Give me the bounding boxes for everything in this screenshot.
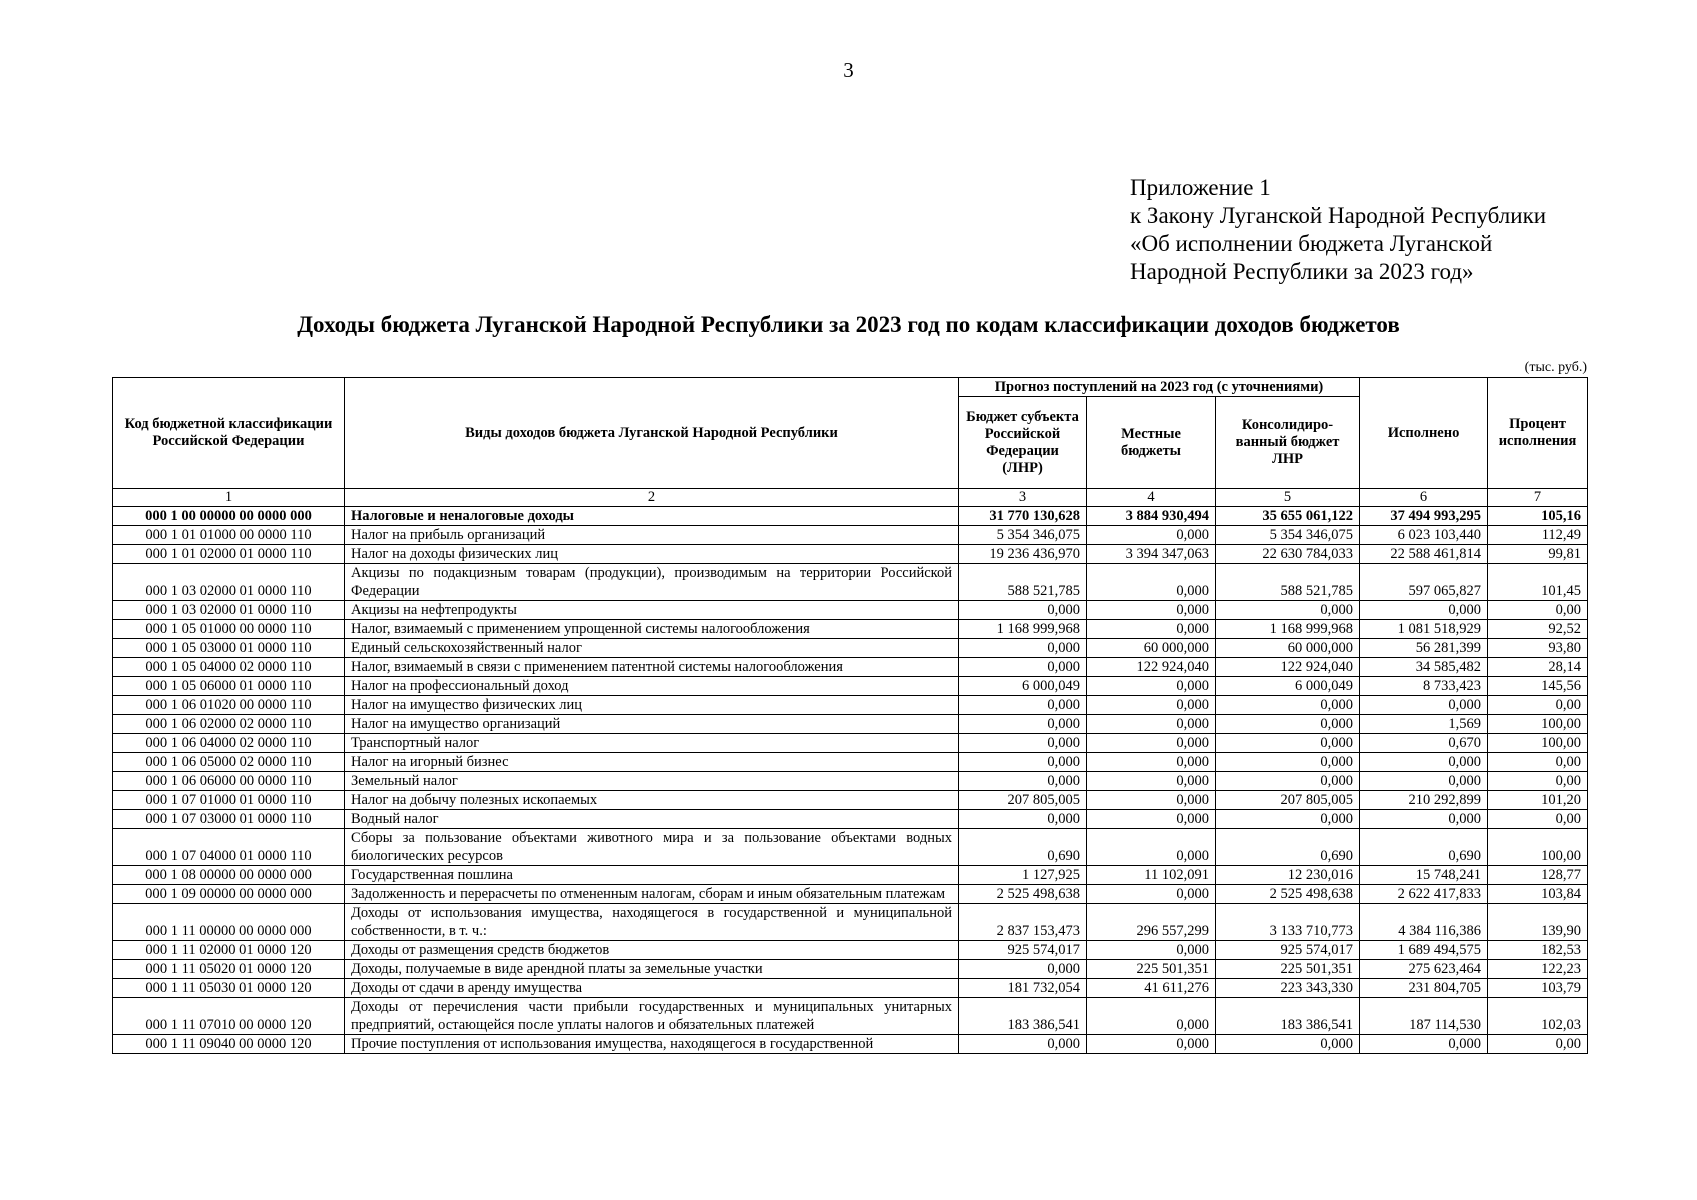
cell-executed: 597 065,827 xyxy=(1360,564,1488,601)
cell-income-type: Налог на имущество физических лиц xyxy=(345,696,959,715)
cell-executed: 231 804,705 xyxy=(1360,979,1488,998)
cell-local-budgets: 0,000 xyxy=(1087,601,1216,620)
cell-income-type: Налог на профессиональный доход xyxy=(345,677,959,696)
appendix-line: к Закону Луганской Народной Республики xyxy=(1130,203,1547,228)
cell-code: 000 1 01 01000 00 0000 110 xyxy=(113,526,345,545)
document-title: Доходы бюджета Луганской Народной Республики за 2023 год по кодам классификации доходов бюджетов xyxy=(297,312,1400,337)
cell-percent: 105,16 xyxy=(1488,507,1588,526)
cell-percent: 100,00 xyxy=(1488,715,1588,734)
cell-consolidated: 122 924,040 xyxy=(1216,658,1360,677)
cell-code: 000 1 03 02000 01 0000 110 xyxy=(113,564,345,601)
cell-consolidated: 5 354 346,075 xyxy=(1216,526,1360,545)
cell-subject-budget: 0,000 xyxy=(959,772,1087,791)
revenue-table xyxy=(112,377,1588,1054)
cell-executed: 1 081 518,929 xyxy=(1360,620,1488,639)
table-row xyxy=(113,904,1588,941)
table-row xyxy=(113,885,1588,904)
cell-consolidated: 0,690 xyxy=(1216,829,1360,866)
cell-consolidated: 588 521,785 xyxy=(1216,564,1360,601)
appendix-note xyxy=(1130,174,1546,286)
cell-percent: 0,00 xyxy=(1488,1035,1588,1054)
cell-subject-budget: 2 837 153,473 xyxy=(959,904,1087,941)
cell-local-budgets: 225 501,351 xyxy=(1087,960,1216,979)
cell-code: 000 1 06 05000 02 0000 110 xyxy=(113,753,345,772)
cell-subject-budget: 5 354 346,075 xyxy=(959,526,1087,545)
cell-local-budgets: 0,000 xyxy=(1087,791,1216,810)
cell-local-budgets: 0,000 xyxy=(1087,998,1216,1035)
cell-subject-budget: 0,690 xyxy=(959,829,1087,866)
cell-consolidated: 3 133 710,773 xyxy=(1216,904,1360,941)
cell-income-type: Доходы от использования имущества, находящегося в государственной и муниципальной собственности, в т. ч.: xyxy=(345,904,959,941)
cell-executed: 0,690 xyxy=(1360,829,1488,866)
header-forecast-group: Прогноз поступлений на 2023 год (с уточнениями) xyxy=(959,378,1360,397)
cell-subject-budget: 0,000 xyxy=(959,810,1087,829)
cell-percent: 128,77 xyxy=(1488,866,1588,885)
cell-code: 000 1 11 05030 01 0000 120 xyxy=(113,979,345,998)
cell-executed: 275 623,464 xyxy=(1360,960,1488,979)
cell-consolidated: 2 525 498,638 xyxy=(1216,885,1360,904)
table-row xyxy=(113,772,1588,791)
cell-income-type: Налог на доходы физических лиц xyxy=(345,545,959,564)
cell-consolidated: 0,000 xyxy=(1216,696,1360,715)
cell-local-budgets: 0,000 xyxy=(1087,620,1216,639)
cell-income-type: Задолженность и перерасчеты по отмененным налогам, сборам и иным обязательным платежам xyxy=(345,885,959,904)
cell-consolidated: 223 343,330 xyxy=(1216,979,1360,998)
cell-subject-budget: 2 525 498,638 xyxy=(959,885,1087,904)
cell-percent: 93,80 xyxy=(1488,639,1588,658)
appendix-line: Приложение 1 xyxy=(1130,175,1271,200)
column-number: 6 xyxy=(1360,489,1488,507)
cell-executed: 2 622 417,833 xyxy=(1360,885,1488,904)
cell-local-budgets: 0,000 xyxy=(1087,829,1216,866)
cell-local-budgets: 0,000 xyxy=(1087,677,1216,696)
cell-local-budgets: 0,000 xyxy=(1087,885,1216,904)
cell-subject-budget: 0,000 xyxy=(959,658,1087,677)
cell-local-budgets: 0,000 xyxy=(1087,753,1216,772)
cell-consolidated: 0,000 xyxy=(1216,734,1360,753)
cell-income-type: Доходы, получаемые в виде арендной платы за земельные участки xyxy=(345,960,959,979)
column-number: 7 xyxy=(1488,489,1588,507)
table-row xyxy=(113,715,1588,734)
header-name: Виды доходов бюджета Луганской Народной Республики xyxy=(345,378,959,489)
cell-executed: 1 689 494,575 xyxy=(1360,941,1488,960)
header-local-budgets: Местные бюджеты xyxy=(1087,397,1216,489)
cell-percent: 103,84 xyxy=(1488,885,1588,904)
cell-local-budgets: 3 394 347,063 xyxy=(1087,545,1216,564)
cell-percent: 92,52 xyxy=(1488,620,1588,639)
cell-income-type: Транспортный налог xyxy=(345,734,959,753)
cell-income-type: Налог на имущество организаций xyxy=(345,715,959,734)
cell-local-budgets: 0,000 xyxy=(1087,810,1216,829)
cell-code: 000 1 05 04000 02 0000 110 xyxy=(113,658,345,677)
cell-code: 000 1 11 05020 01 0000 120 xyxy=(113,960,345,979)
cell-executed: 56 281,399 xyxy=(1360,639,1488,658)
cell-subject-budget: 0,000 xyxy=(959,696,1087,715)
cell-subject-budget: 588 521,785 xyxy=(959,564,1087,601)
cell-subject-budget: 181 732,054 xyxy=(959,979,1087,998)
cell-percent: 182,53 xyxy=(1488,941,1588,960)
table-row xyxy=(113,1035,1588,1054)
cell-local-budgets: 0,000 xyxy=(1087,1035,1216,1054)
cell-percent: 28,14 xyxy=(1488,658,1588,677)
cell-income-type: Налог, взимаемый с применением упрощенной системы налогообложения xyxy=(345,620,959,639)
cell-income-type: Государственная пошлина xyxy=(345,866,959,885)
cell-consolidated: 0,000 xyxy=(1216,1035,1360,1054)
cell-income-type: Налог, взимаемый в связи с применением патентной системы налогообложения xyxy=(345,658,959,677)
cell-code: 000 1 06 01020 00 0000 110 xyxy=(113,696,345,715)
cell-subject-budget: 1 127,925 xyxy=(959,866,1087,885)
cell-subject-budget: 19 236 436,970 xyxy=(959,545,1087,564)
cell-executed: 0,000 xyxy=(1360,810,1488,829)
cell-income-type: Акцизы по подакцизным товарам (продукции), производимым на территории Российской Федерации xyxy=(345,564,959,601)
cell-code: 000 1 08 00000 00 0000 000 xyxy=(113,866,345,885)
cell-code: 000 1 06 06000 00 0000 110 xyxy=(113,772,345,791)
cell-local-budgets: 0,000 xyxy=(1087,696,1216,715)
cell-income-type: Налог на прибыль организаций xyxy=(345,526,959,545)
cell-income-type: Земельный налог xyxy=(345,772,959,791)
cell-income-type: Налог на добычу полезных ископаемых xyxy=(345,791,959,810)
header-code: Код бюджетной классификации Российской Федерации xyxy=(113,378,345,489)
cell-income-type: Налоговые и неналоговые доходы xyxy=(345,507,959,526)
cell-local-budgets: 41 611,276 xyxy=(1087,979,1216,998)
cell-executed: 22 588 461,814 xyxy=(1360,545,1488,564)
appendix-line: «Об исполнении бюджета Луганской xyxy=(1130,231,1493,256)
cell-consolidated: 225 501,351 xyxy=(1216,960,1360,979)
table-body xyxy=(113,507,1588,1054)
cell-code: 000 1 03 02000 01 0000 110 xyxy=(113,601,345,620)
cell-consolidated: 207 805,005 xyxy=(1216,791,1360,810)
cell-income-type: Сборы за пользование объектами животного мира и за пользование объектами водных биологических ресурсов xyxy=(345,829,959,866)
cell-executed: 34 585,482 xyxy=(1360,658,1488,677)
cell-income-type: Водный налог xyxy=(345,810,959,829)
appendix-line: Народной Республики за 2023 год» xyxy=(1130,259,1474,284)
cell-code: 000 1 05 06000 01 0000 110 xyxy=(113,677,345,696)
cell-consolidated: 925 574,017 xyxy=(1216,941,1360,960)
cell-consolidated: 0,000 xyxy=(1216,810,1360,829)
header-executed: Исполнено xyxy=(1360,378,1488,489)
cell-executed: 37 494 993,295 xyxy=(1360,507,1488,526)
cell-percent: 0,00 xyxy=(1488,772,1588,791)
table-row xyxy=(113,658,1588,677)
cell-local-budgets: 0,000 xyxy=(1087,734,1216,753)
cell-subject-budget: 0,000 xyxy=(959,734,1087,753)
cell-code: 000 1 06 04000 02 0000 110 xyxy=(113,734,345,753)
cell-local-budgets: 3 884 930,494 xyxy=(1087,507,1216,526)
cell-consolidated: 0,000 xyxy=(1216,715,1360,734)
cell-subject-budget: 0,000 xyxy=(959,960,1087,979)
cell-percent: 122,23 xyxy=(1488,960,1588,979)
cell-local-budgets: 60 000,000 xyxy=(1087,639,1216,658)
cell-percent: 0,00 xyxy=(1488,601,1588,620)
cell-executed: 4 384 116,386 xyxy=(1360,904,1488,941)
cell-consolidated: 12 230,016 xyxy=(1216,866,1360,885)
cell-subject-budget: 925 574,017 xyxy=(959,941,1087,960)
table-row xyxy=(113,941,1588,960)
cell-local-budgets: 11 102,091 xyxy=(1087,866,1216,885)
cell-executed: 1,569 xyxy=(1360,715,1488,734)
cell-subject-budget: 0,000 xyxy=(959,601,1087,620)
cell-income-type: Доходы от перечисления части прибыли государственных и муниципальных унитарных предприятий, остающейся после уплаты налогов и обязательных платежей xyxy=(345,998,959,1035)
cell-code: 000 1 00 00000 00 0000 000 xyxy=(113,507,345,526)
cell-subject-budget: 31 770 130,628 xyxy=(959,507,1087,526)
cell-code: 000 1 07 01000 01 0000 110 xyxy=(113,791,345,810)
table-row xyxy=(113,526,1588,545)
cell-percent: 139,90 xyxy=(1488,904,1588,941)
column-number: 5 xyxy=(1216,489,1360,507)
table-row xyxy=(113,677,1588,696)
cell-consolidated: 1 168 999,968 xyxy=(1216,620,1360,639)
cell-executed: 0,000 xyxy=(1360,601,1488,620)
cell-subject-budget: 183 386,541 xyxy=(959,998,1087,1035)
page-number: 3 xyxy=(843,58,854,82)
cell-local-budgets: 122 924,040 xyxy=(1087,658,1216,677)
cell-subject-budget: 207 805,005 xyxy=(959,791,1087,810)
cell-percent: 0,00 xyxy=(1488,696,1588,715)
cell-local-budgets: 0,000 xyxy=(1087,941,1216,960)
cell-code: 000 1 01 02000 01 0000 110 xyxy=(113,545,345,564)
units-label: (тыс. руб.) xyxy=(1524,360,1587,375)
cell-local-budgets: 296 557,299 xyxy=(1087,904,1216,941)
table-row xyxy=(113,507,1588,526)
cell-code: 000 1 06 02000 02 0000 110 xyxy=(113,715,345,734)
table-row xyxy=(113,979,1588,998)
header-percent: Процент исполнения xyxy=(1488,378,1588,489)
cell-executed: 0,000 xyxy=(1360,1035,1488,1054)
cell-subject-budget: 0,000 xyxy=(959,753,1087,772)
cell-code: 000 1 11 07010 00 0000 120 xyxy=(113,998,345,1035)
cell-executed: 210 292,899 xyxy=(1360,791,1488,810)
cell-consolidated: 6 000,049 xyxy=(1216,677,1360,696)
table-row xyxy=(113,866,1588,885)
cell-subject-budget: 1 168 999,968 xyxy=(959,620,1087,639)
cell-code: 000 1 09 00000 00 0000 000 xyxy=(113,885,345,904)
cell-code: 000 1 11 09040 00 0000 120 xyxy=(113,1035,345,1054)
cell-executed: 0,670 xyxy=(1360,734,1488,753)
cell-income-type: Акцизы на нефтепродукты xyxy=(345,601,959,620)
cell-code: 000 1 05 01000 00 0000 110 xyxy=(113,620,345,639)
cell-consolidated: 183 386,541 xyxy=(1216,998,1360,1035)
cell-percent: 100,00 xyxy=(1488,829,1588,866)
table-row xyxy=(113,998,1588,1035)
cell-consolidated: 35 655 061,122 xyxy=(1216,507,1360,526)
cell-percent: 0,00 xyxy=(1488,810,1588,829)
cell-subject-budget: 0,000 xyxy=(959,715,1087,734)
cell-consolidated: 60 000,000 xyxy=(1216,639,1360,658)
cell-executed: 6 023 103,440 xyxy=(1360,526,1488,545)
cell-percent: 101,45 xyxy=(1488,564,1588,601)
cell-code: 000 1 11 00000 00 0000 000 xyxy=(113,904,345,941)
cell-executed: 0,000 xyxy=(1360,696,1488,715)
cell-percent: 103,79 xyxy=(1488,979,1588,998)
cell-percent: 99,81 xyxy=(1488,545,1588,564)
table-row xyxy=(113,810,1588,829)
cell-executed: 0,000 xyxy=(1360,772,1488,791)
table-row xyxy=(113,545,1588,564)
cell-percent: 101,20 xyxy=(1488,791,1588,810)
table-row xyxy=(113,620,1588,639)
cell-code: 000 1 07 04000 01 0000 110 xyxy=(113,829,345,866)
cell-local-budgets: 0,000 xyxy=(1087,772,1216,791)
cell-local-budgets: 0,000 xyxy=(1087,564,1216,601)
cell-subject-budget: 0,000 xyxy=(959,1035,1087,1054)
cell-income-type: Единый сельскохозяйственный налог xyxy=(345,639,959,658)
cell-percent: 102,03 xyxy=(1488,998,1588,1035)
table-row xyxy=(113,564,1588,601)
header-subject-budget: Бюджет субъекта Российской Федерации (ЛНР) xyxy=(959,397,1087,489)
column-number: 3 xyxy=(959,489,1087,507)
header-consolidated: Консолидиро-ванный бюджет ЛНР xyxy=(1216,397,1360,489)
column-number: 4 xyxy=(1087,489,1216,507)
cell-income-type: Доходы от сдачи в аренду имущества xyxy=(345,979,959,998)
cell-percent: 112,49 xyxy=(1488,526,1588,545)
table-row xyxy=(113,696,1588,715)
table-row xyxy=(113,791,1588,810)
cell-subject-budget: 6 000,049 xyxy=(959,677,1087,696)
cell-consolidated: 22 630 784,033 xyxy=(1216,545,1360,564)
cell-code: 000 1 07 03000 01 0000 110 xyxy=(113,810,345,829)
cell-income-type: Налог на игорный бизнес xyxy=(345,753,959,772)
cell-executed: 187 114,530 xyxy=(1360,998,1488,1035)
cell-executed: 15 748,241 xyxy=(1360,866,1488,885)
cell-local-budgets: 0,000 xyxy=(1087,526,1216,545)
table-row xyxy=(113,734,1588,753)
cell-code: 000 1 11 02000 01 0000 120 xyxy=(113,941,345,960)
cell-percent: 145,56 xyxy=(1488,677,1588,696)
cell-income-type: Прочие поступления от использования имущества, находящегося в государственной xyxy=(345,1035,959,1054)
cell-subject-budget: 0,000 xyxy=(959,639,1087,658)
cell-percent: 100,00 xyxy=(1488,734,1588,753)
cell-consolidated: 0,000 xyxy=(1216,753,1360,772)
cell-executed: 8 733,423 xyxy=(1360,677,1488,696)
table-row xyxy=(113,639,1588,658)
table-row xyxy=(113,960,1588,979)
cell-percent: 0,00 xyxy=(1488,753,1588,772)
column-number: 1 xyxy=(113,489,345,507)
cell-executed: 0,000 xyxy=(1360,753,1488,772)
cell-consolidated: 0,000 xyxy=(1216,772,1360,791)
table-row xyxy=(113,601,1588,620)
column-number: 2 xyxy=(345,489,959,507)
cell-consolidated: 0,000 xyxy=(1216,601,1360,620)
table-row xyxy=(113,829,1588,866)
cell-code: 000 1 05 03000 01 0000 110 xyxy=(113,639,345,658)
cell-income-type: Доходы от размещения средств бюджетов xyxy=(345,941,959,960)
table-row xyxy=(113,753,1588,772)
cell-local-budgets: 0,000 xyxy=(1087,715,1216,734)
